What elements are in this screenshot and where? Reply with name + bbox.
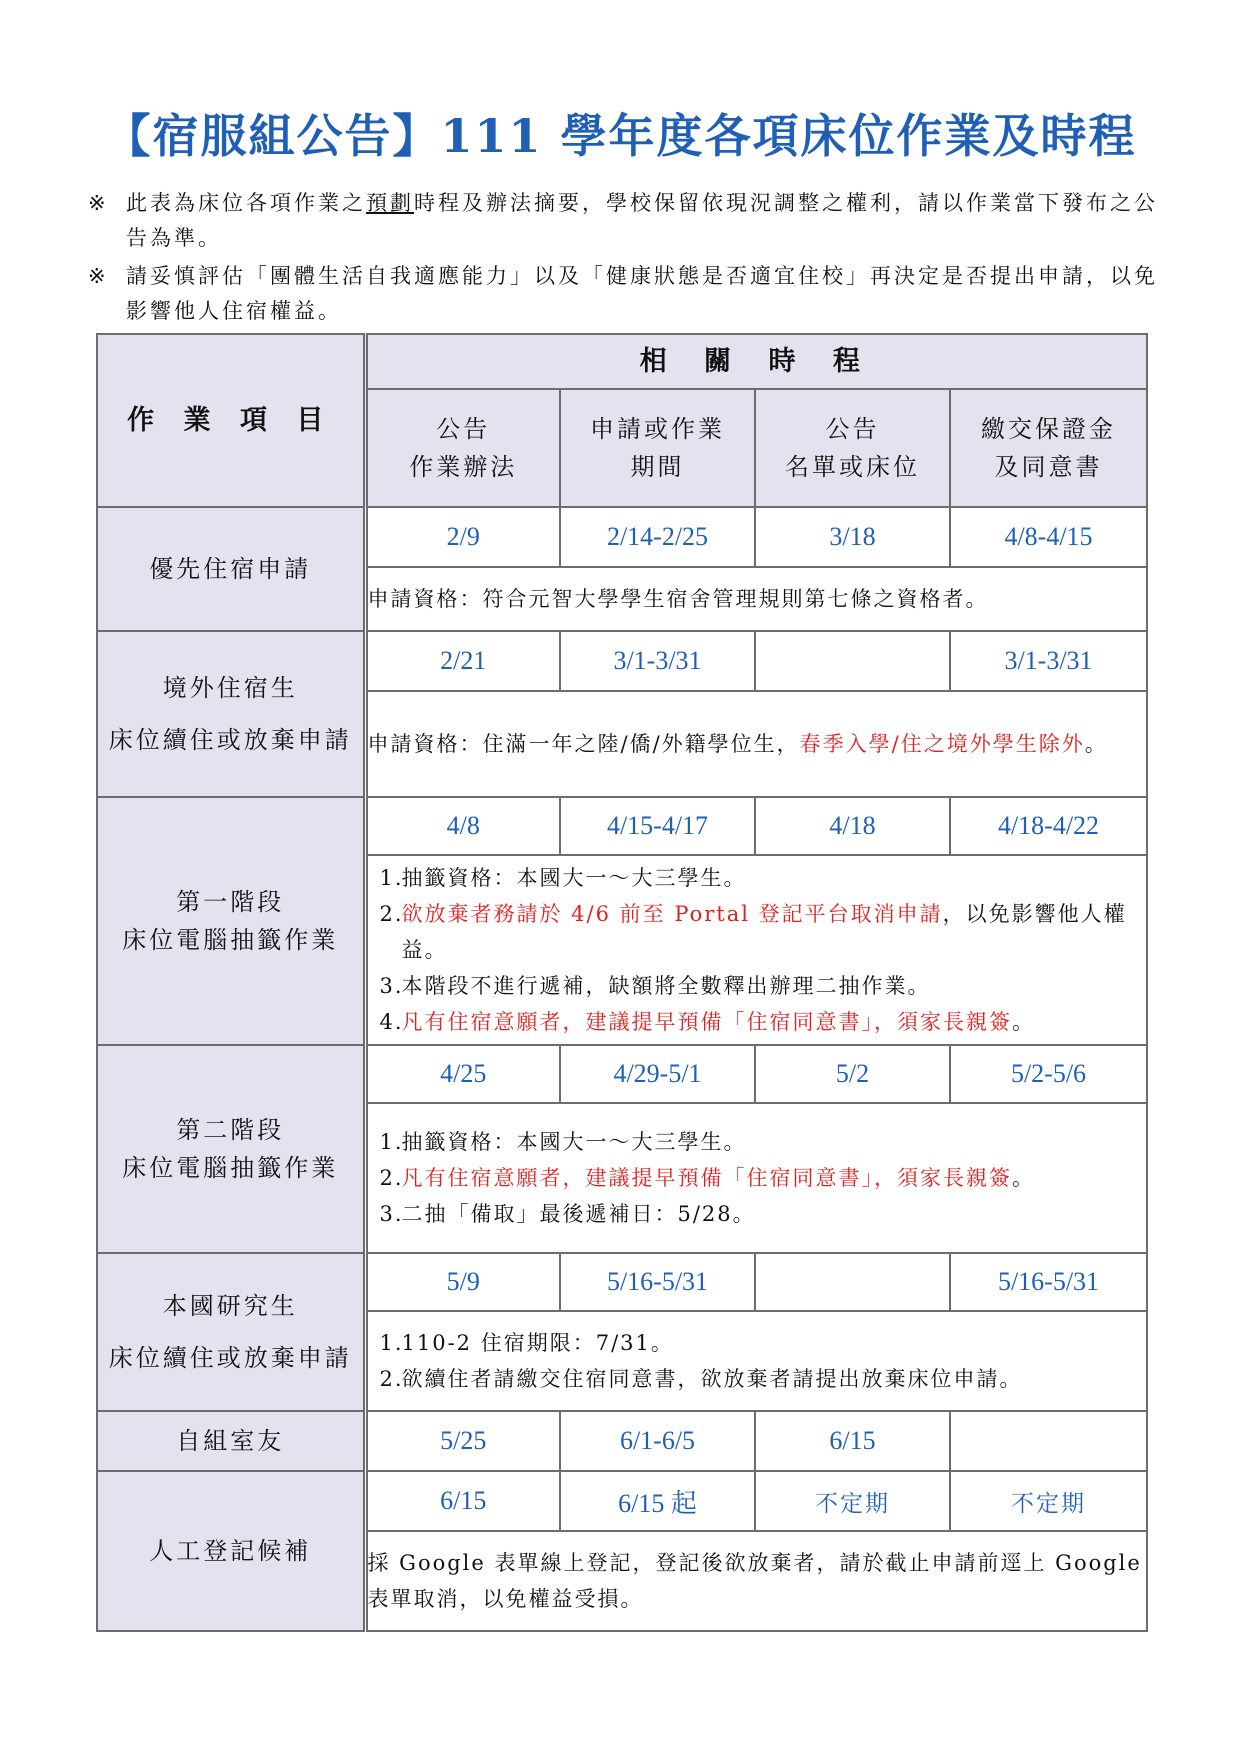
column-header: 公告 名單或床位 xyxy=(755,389,950,507)
date-cell: 3/1-3/31 xyxy=(950,631,1147,691)
date-cell: 3/1-3/31 xyxy=(560,631,755,691)
list-item: 4. 凡有住宿意願者，建議提早預備「住宿同意書」，須家長親簽。 xyxy=(379,1010,1035,1034)
date-cell: 4/29-5/1 xyxy=(560,1045,755,1103)
date-cell: 4/18-4/22 xyxy=(950,797,1147,855)
note-mark: ※ xyxy=(88,191,109,215)
date-cell xyxy=(755,1253,950,1311)
column-header: 申請或作業 期間 xyxy=(560,389,755,507)
date-cell: 4/15-4/17 xyxy=(560,797,755,855)
date-cell: 4/8-4/15 xyxy=(950,507,1147,567)
item-cell: 優先住宿申請 xyxy=(97,507,365,631)
date-cell: 5/2-5/6 xyxy=(950,1045,1147,1103)
description-cell: 申請資格：住滿一年之陸/僑/外籍學位生，春季入學/住之境外學生除外。 xyxy=(365,691,1147,797)
date-cell: 3/18 xyxy=(755,507,950,567)
date-cell: 5/16-5/31 xyxy=(560,1253,755,1311)
date-cell: 5/25 xyxy=(365,1411,560,1471)
item-cell: 境外住宿生 床位續住或放棄申請 xyxy=(97,631,365,797)
date-cell: 4/8 xyxy=(365,797,560,855)
schedule-header: 相 關 時 程 xyxy=(365,334,1147,389)
description-cell: 採 Google 表單線上登記，登記後欲放棄者，請於截止申請前逕上 Google 表單取消，以免權益受損。 xyxy=(365,1531,1147,1631)
note-text-pre: 此表為床位各項作業之 xyxy=(126,191,366,215)
note-text xyxy=(126,186,1158,256)
date-cell: 2/14-2/25 xyxy=(560,507,755,567)
description-cell xyxy=(365,1311,1147,1411)
date-cell: 6/1-6/5 xyxy=(560,1411,755,1471)
note-text: 請妥慎評估「團體生活自我適應能力」以及「健康狀態是否適宜住校」再決定是否提出申請，以免影響他人住宿權益。 xyxy=(126,264,1158,323)
list-item: 2. 欲續住者請繳交住宿同意書，欲放棄者請提出放棄床位申請。 xyxy=(379,1367,1023,1391)
date-cell: 2/9 xyxy=(365,507,560,567)
list-item: 1. 110-2 住宿期限：7/31。 xyxy=(379,1331,674,1355)
note-text-underline: 預劃 xyxy=(366,191,414,215)
date-cell: 6/15 xyxy=(365,1471,560,1531)
date-cell xyxy=(950,1411,1147,1471)
list-item: 3. 二抽「備取」最後遞補日：5/28。 xyxy=(379,1202,756,1226)
list-item: 1. 抽籤資格：本國大一～大三學生。 xyxy=(379,1130,747,1154)
note-2 xyxy=(88,259,1158,329)
note-1 xyxy=(88,186,1158,256)
date-cell: 5/2 xyxy=(755,1045,950,1103)
date-cell: 5/16-5/31 xyxy=(950,1253,1147,1311)
item-cell: 人工登記候補 xyxy=(97,1471,365,1631)
date-cell: 4/25 xyxy=(365,1045,560,1103)
description-cell: 申請資格：符合元智大學學生宿舍管理規則第七條之資格者。 xyxy=(365,567,1147,631)
list-item: 3. 本階段不進行遞補，缺額將全數釋出辦理二抽作業。 xyxy=(379,974,931,998)
column-header: 繳交保證金 及同意書 xyxy=(950,389,1147,507)
list-item: 2. 欲放棄者務請於 4/6 前至 Portal 登記平台取消申請，以免影響他人權益。 xyxy=(379,902,1127,962)
schedule-table xyxy=(96,333,1148,1632)
item-cell: 第二階段 床位電腦抽籤作業 xyxy=(97,1045,365,1253)
note-text-post: 時程及辦法摘要，學校保留依現況調整之權利，請以作業當下發布之公告為準。 xyxy=(126,191,1158,250)
list-item: 1. 抽籤資格：本國大一～大三學生。 xyxy=(379,866,747,890)
item-cell: 本國研究生 床位續住或放棄申請 xyxy=(97,1253,365,1411)
page-title: 【宿服組公告】111 學年度各項床位作業及時程 xyxy=(104,109,1137,163)
description-cell xyxy=(365,855,1147,1045)
column-header: 公告 作業辦法 xyxy=(365,389,560,507)
date-cell: 不定期 xyxy=(950,1471,1147,1531)
date-cell: 2/21 xyxy=(365,631,560,691)
notes xyxy=(88,186,1158,332)
item-cell: 第一階段 床位電腦抽籤作業 xyxy=(97,797,365,1045)
date-cell: 6/15 起 xyxy=(560,1471,755,1531)
item-cell: 自組室友 xyxy=(97,1411,365,1471)
date-cell: 5/9 xyxy=(365,1253,560,1311)
date-cell: 6/15 xyxy=(755,1411,950,1471)
item-header: 作 業 項 目 xyxy=(97,334,365,507)
date-cell xyxy=(755,631,950,691)
list-item: 2. 凡有住宿意願者，建議提早預備「住宿同意書」，須家長親簽。 xyxy=(379,1166,1035,1190)
date-cell: 4/18 xyxy=(755,797,950,855)
note-mark: ※ xyxy=(88,264,109,288)
date-cell: 不定期 xyxy=(755,1471,950,1531)
description-cell xyxy=(365,1103,1147,1253)
